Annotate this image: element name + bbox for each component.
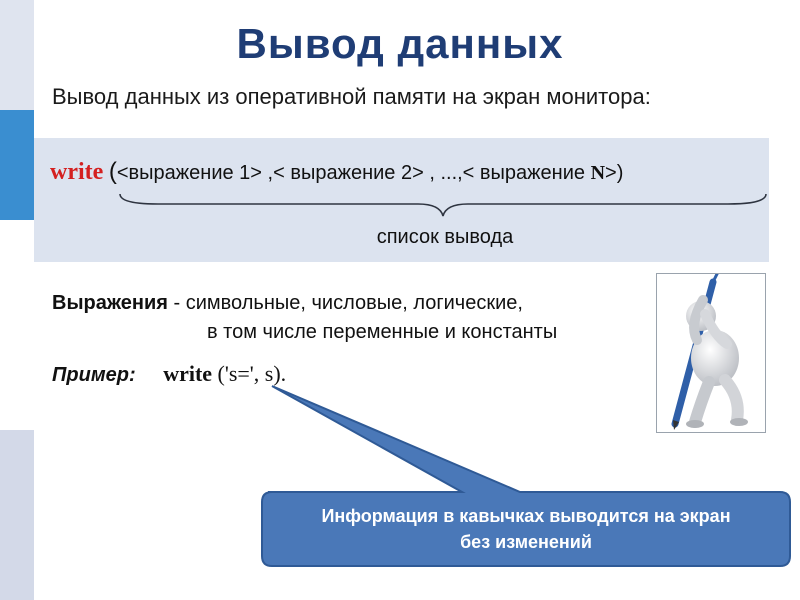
syntax-args: <выражение 1> ,< выражение 2> , ...,< выражение xyxy=(116,162,591,184)
output-list-label: список вывода xyxy=(376,226,514,248)
callout-line-2: без изменений xyxy=(460,532,592,552)
syntax-close: >) xyxy=(605,162,624,184)
open-paren: ( xyxy=(108,158,117,185)
expressions-desc-1: - символьные, числовые, логические, xyxy=(167,292,523,314)
example-label: Пример: xyxy=(52,364,136,386)
expressions-desc-2: в том числе переменные и константы xyxy=(207,321,558,343)
write-keyword: write xyxy=(50,159,104,185)
expressions-term: Выражения xyxy=(52,292,168,314)
callout-text xyxy=(262,503,790,555)
callout-line-1: Информация в кавычках выводится на экран xyxy=(321,506,731,526)
example-keyword: write xyxy=(163,361,213,386)
syntax-n: N xyxy=(590,162,606,184)
slide-title: Вывод данных xyxy=(236,20,564,67)
example-args: ('s=', s). xyxy=(212,361,287,386)
slide-subtitle: Вывод данных из оперативной памяти на экран монитора: xyxy=(52,84,651,109)
